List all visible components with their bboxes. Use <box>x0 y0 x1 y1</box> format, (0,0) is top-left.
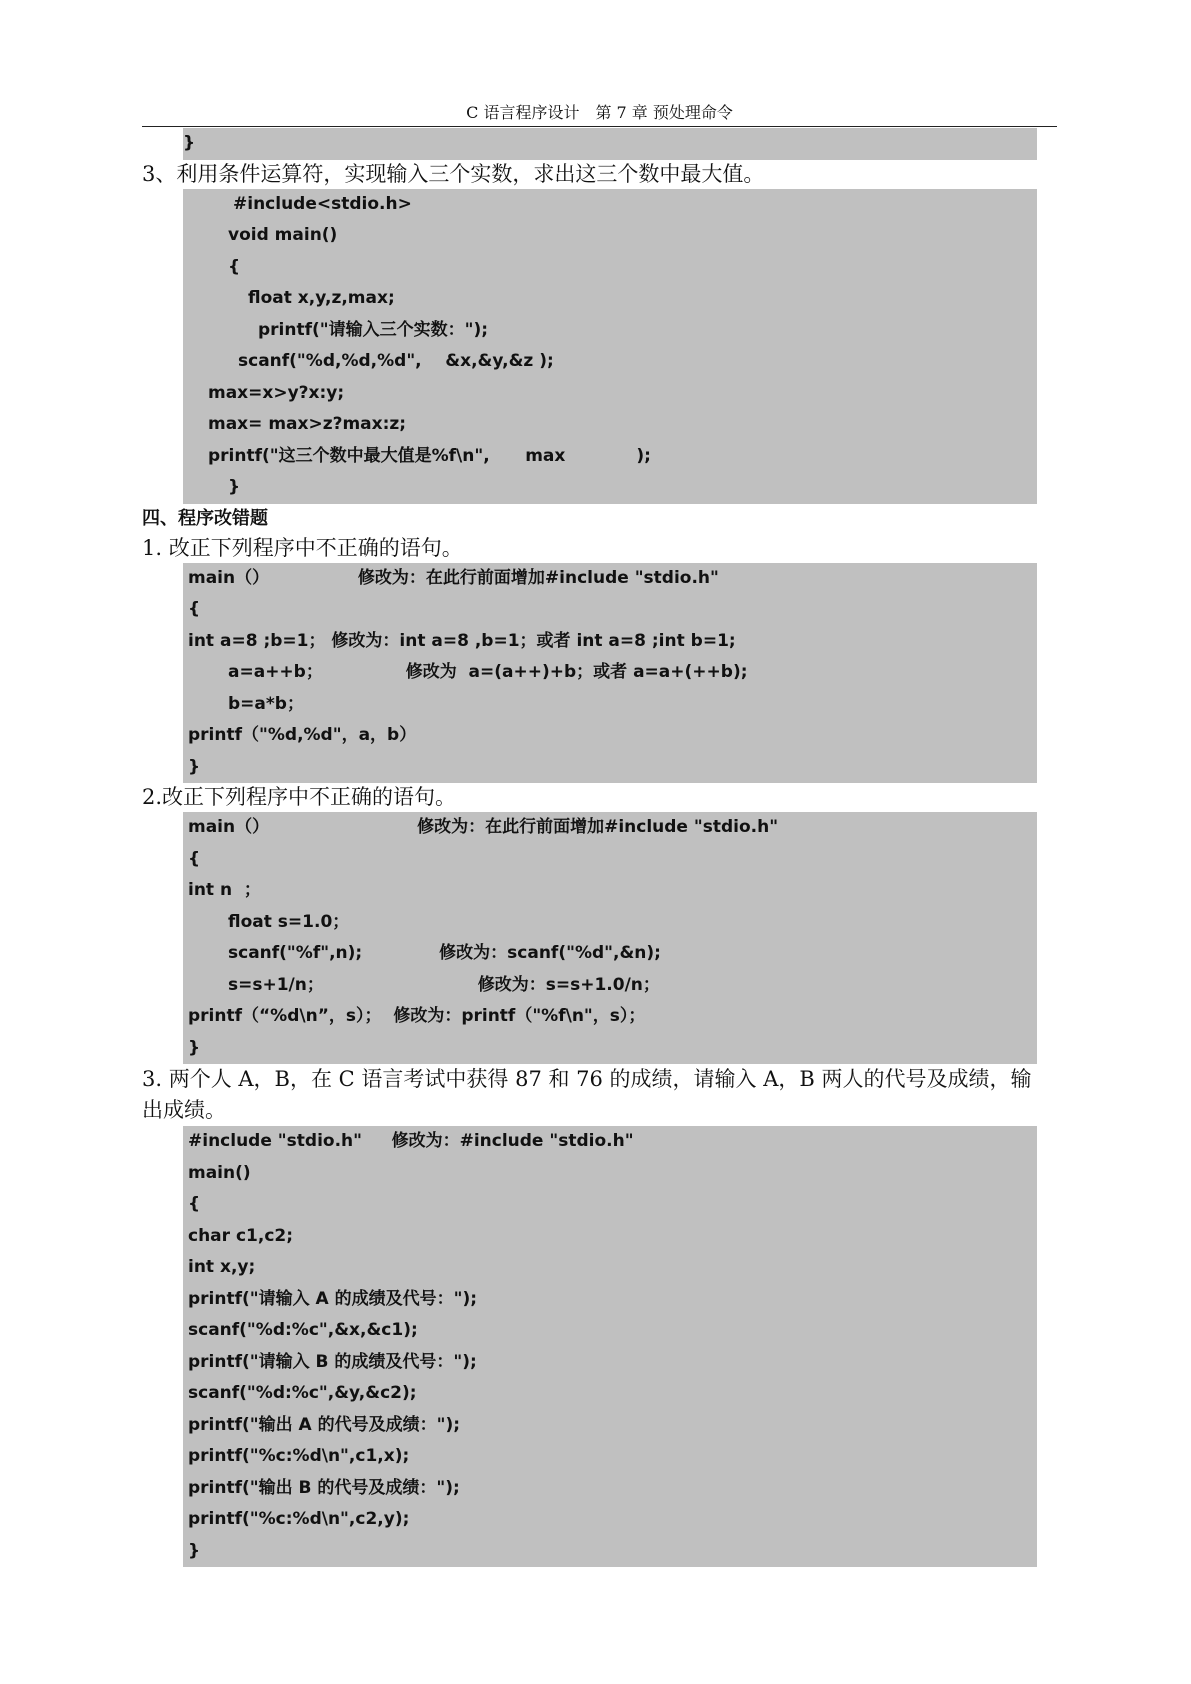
code-line <box>183 378 1037 410</box>
code-text: a=a++b； 修改为 a=(a++)+b；或者 a=a+(++b); <box>228 662 748 682</box>
code-line <box>183 875 1037 907</box>
code-line <box>183 1189 1037 1221</box>
code-text: { <box>188 848 201 869</box>
code-text: int x,y; <box>188 1257 256 1277</box>
code-line <box>183 1536 1037 1568</box>
code-text: printf（"%d,%d"，a，b） <box>188 725 417 745</box>
code-line <box>183 1221 1037 1253</box>
question-1-title: 1. 改正下列程序中不正确的语句。 <box>142 535 463 560</box>
code-text: { <box>228 256 241 277</box>
code-text: } <box>188 756 201 777</box>
question-3b-title: 3. 两个人 A，B，在 C 语言考试中获得 87 和 76 的成绩，请输入 A，B 两人的代号及成绩，输出成绩。 <box>142 1067 1032 1122</box>
code-text: scanf("%d,%d,%d", &x,&y,&z ); <box>238 351 554 371</box>
code-text: printf("这三个数中最大值是%f\n", max ); <box>208 445 651 466</box>
code-line <box>183 283 1037 315</box>
code-line <box>183 1410 1037 1442</box>
code-line <box>183 189 1037 221</box>
code-line <box>183 970 1037 1002</box>
code-block-3 <box>183 812 1037 1064</box>
code-line <box>183 1378 1037 1410</box>
code-text: } <box>188 1037 201 1058</box>
code-text: } <box>183 133 196 153</box>
code-line <box>183 252 1037 284</box>
code-text: printf("请输入 B 的成绩及代号："); <box>188 1351 477 1372</box>
code-text: int n ； <box>188 880 261 900</box>
code-text: #include "stdio.h" 修改为：#include "stdio.h" <box>188 1131 634 1151</box>
code-line <box>183 752 1037 784</box>
code-line <box>183 1473 1037 1505</box>
code-line <box>183 689 1037 721</box>
code-block-0 <box>183 128 1037 160</box>
code-text: { <box>188 1194 201 1214</box>
code-block-1 <box>183 189 1037 504</box>
code-text: scanf("%f",n); 修改为：scanf("%d",&n); <box>228 943 661 963</box>
question-3-title: 3、利用条件运算符，实现输入三个实数，求出这三个数中最大值。 <box>142 161 765 186</box>
section-4-title: 四、程序改错题 <box>142 507 268 529</box>
code-line <box>183 128 1037 160</box>
code-line <box>183 441 1037 473</box>
code-text: main（） 修改为：在此行前面增加#include "stdio.h" <box>188 567 719 588</box>
code-line <box>183 346 1037 378</box>
code-text: s=s+1/n； 修改为：s=s+1.0/n； <box>228 974 660 995</box>
code-text: printf（“%d\n”，s）； 修改为：printf（"%f\n"，s）； <box>188 1006 646 1026</box>
code-line <box>183 1126 1037 1158</box>
code-line <box>183 1441 1037 1473</box>
code-text: } <box>228 477 241 497</box>
code-line <box>183 220 1037 252</box>
question-2-title: 2.改正下列程序中不正确的语句。 <box>142 785 457 809</box>
code-text: float s=1.0； <box>228 911 350 932</box>
code-text: #include<stdio.h> <box>233 193 412 214</box>
code-line <box>183 1504 1037 1536</box>
code-text: char c1,c2; <box>188 1225 294 1246</box>
code-line <box>183 1315 1037 1347</box>
code-line <box>183 1033 1037 1065</box>
code-text: float x,y,z,max; <box>248 288 395 308</box>
code-line <box>183 409 1037 441</box>
code-text: max= max>z?max:z; <box>208 414 407 434</box>
code-line <box>183 315 1037 347</box>
page-content <box>142 128 1057 1567</box>
code-line <box>183 938 1037 970</box>
code-text: main() <box>188 1162 251 1183</box>
code-line <box>183 1347 1037 1379</box>
code-line <box>183 844 1037 876</box>
code-text: int a=8 ;b=1； 修改为：int a=8 ,b=1；或者 int a=8 ;int b=1; <box>188 630 736 651</box>
code-text: printf("输出 A 的代号及成绩："); <box>188 1414 461 1435</box>
code-text: printf("请输入 A 的成绩及代号："); <box>188 1288 478 1309</box>
code-text: scanf("%d:%c",&x,&c1); <box>188 1320 418 1340</box>
page-header: C 语言程序设计 第 7 章 预处理命令 <box>142 100 1057 127</box>
code-text: printf("%c:%d\n",c1,x); <box>188 1446 410 1466</box>
code-text: max=x>y?x:y; <box>208 382 345 403</box>
code-text: printf("输出 B 的代号及成绩："); <box>188 1477 460 1498</box>
code-block-2 <box>183 563 1037 784</box>
code-line <box>183 657 1037 689</box>
code-line <box>183 1158 1037 1190</box>
code-text: main（） 修改为：在此行前面增加#include "stdio.h" <box>188 817 779 837</box>
code-text: void main() <box>228 225 338 245</box>
code-text: scanf("%d:%c",&y,&c2); <box>188 1383 417 1403</box>
code-text: } <box>188 1540 201 1561</box>
code-text: { <box>188 599 201 619</box>
code-line <box>183 563 1037 595</box>
code-line <box>183 594 1037 626</box>
code-line <box>183 1252 1037 1284</box>
code-text: printf("%c:%d\n",c2,y); <box>188 1509 410 1529</box>
code-line <box>183 1001 1037 1033</box>
code-line <box>183 626 1037 658</box>
code-line <box>183 907 1037 939</box>
code-block-4 <box>183 1126 1037 1567</box>
code-text: b=a*b； <box>228 693 304 714</box>
code-line <box>183 1284 1037 1316</box>
code-line <box>183 720 1037 752</box>
code-line <box>183 472 1037 504</box>
code-text: printf("请输入三个实数："); <box>258 319 489 340</box>
code-line <box>183 812 1037 844</box>
